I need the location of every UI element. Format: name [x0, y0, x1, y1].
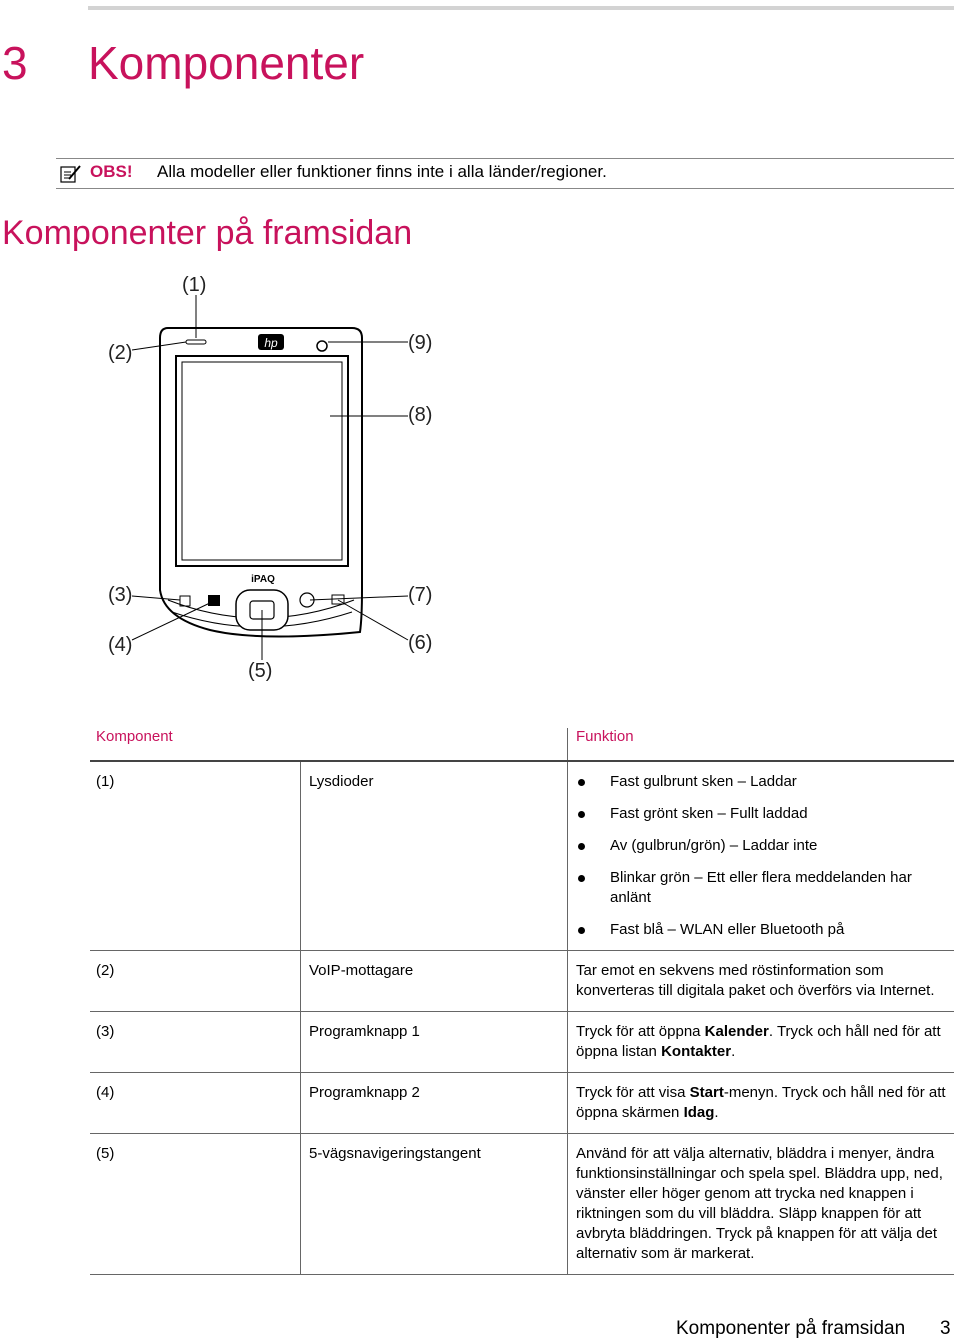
callout-5: (5)	[248, 660, 273, 682]
callout-4: (4)	[108, 634, 133, 656]
function-text: Tryck för att visa	[576, 1084, 690, 1101]
table-row	[90, 1012, 954, 1073]
function-text: Tryck för att öppna	[576, 1023, 705, 1040]
row-number: (3)	[96, 1023, 115, 1040]
callout-2: (2)	[108, 342, 133, 364]
chapter-title: Komponenter	[88, 37, 365, 89]
note-text: Alla modeller eller funktioner finns inte i alla länder/regioner.	[157, 162, 607, 181]
function-text: .	[714, 1104, 719, 1121]
row-component-name: 5-vägsnavigeringstangent	[301, 1134, 568, 1275]
device-diagram	[90, 270, 460, 700]
function-text: -menyn. Tryck och håll ned för att öppna skärmen	[576, 1084, 946, 1121]
row-component-name: Lysdioder	[301, 761, 568, 951]
row-component-name: Programknapp 1	[301, 1012, 568, 1073]
callout-7: (7)	[408, 584, 433, 606]
function-bold-term: Kontakter	[661, 1043, 732, 1060]
row-function	[568, 1073, 955, 1134]
list-item: Fast grönt sken – Fullt laddad	[576, 804, 954, 824]
callout-6: (6)	[408, 632, 433, 654]
note-box	[56, 158, 954, 188]
callout-3: (3)	[108, 584, 133, 606]
section-title: Komponenter på framsidan	[2, 214, 413, 252]
row-function: Tar emot en sekvens med röstinformation som konverteras till digitala paket och överförs via Internet.	[568, 951, 955, 1012]
row-function	[568, 1012, 955, 1073]
table-row	[90, 761, 954, 951]
function-bold-term: Kalender	[704, 1023, 769, 1040]
row-number: (2)	[96, 962, 115, 979]
row-component-name: Programknapp 2	[301, 1073, 568, 1134]
header-component: Komponent	[96, 728, 173, 745]
callout-1: (1)	[182, 274, 207, 296]
callout-9: (9)	[408, 332, 433, 354]
row-function	[568, 761, 955, 951]
function-text: . Tryck och håll ned för att öppna listan	[576, 1023, 941, 1060]
row-number: (1)	[96, 773, 115, 790]
row-component-name: VoIP-mottagare	[301, 951, 568, 1012]
footer-page-number: 3	[940, 1318, 951, 1339]
row-number: (4)	[96, 1084, 115, 1101]
header-function: Funktion	[568, 728, 955, 761]
note-label: OBS!	[90, 162, 133, 181]
ipaq-front-illustration	[90, 270, 460, 700]
table-row	[90, 1073, 954, 1134]
table-row	[90, 1134, 954, 1275]
list-item: Fast blå – WLAN eller Bluetooth på	[576, 920, 954, 940]
function-bold-term: Start	[689, 1084, 724, 1101]
table-header-row	[90, 728, 954, 761]
logo-text: hp	[264, 336, 278, 350]
row-function: Använd för att välja alternativ, bläddra i menyer, ändra funktionsinställningar och spela spel. Bläddra upp, ned, vänster eller höger genom att trycka ned knappen i riktningen som du vill bläddra. Släpp knappen för att avbryta bläddringen. Tryck på knappen för att välja det alternativ som är markerat.	[568, 1134, 955, 1275]
footer-section-title: Komponenter på framsidan	[676, 1318, 906, 1339]
list-item: Av (gulbrun/grön) – Laddar inte	[576, 836, 954, 856]
row-number: (5)	[96, 1145, 115, 1162]
top-rule	[88, 6, 954, 10]
brand-text: iPAQ	[251, 574, 275, 585]
list-item: Blinkar grön – Ett eller flera meddelanden har anlänt	[576, 868, 954, 908]
list-item: Fast gulbrunt sken – Laddar	[576, 772, 954, 792]
function-bold-term: Idag	[683, 1104, 715, 1121]
chapter-number: 3	[2, 37, 28, 89]
function-text: .	[731, 1043, 736, 1060]
callout-8: (8)	[408, 404, 433, 426]
note-rule-bottom	[56, 188, 954, 189]
note-pencil-icon	[60, 164, 82, 189]
led-status-list	[576, 772, 954, 940]
table-row	[90, 951, 954, 1012]
component-table	[90, 728, 954, 1275]
